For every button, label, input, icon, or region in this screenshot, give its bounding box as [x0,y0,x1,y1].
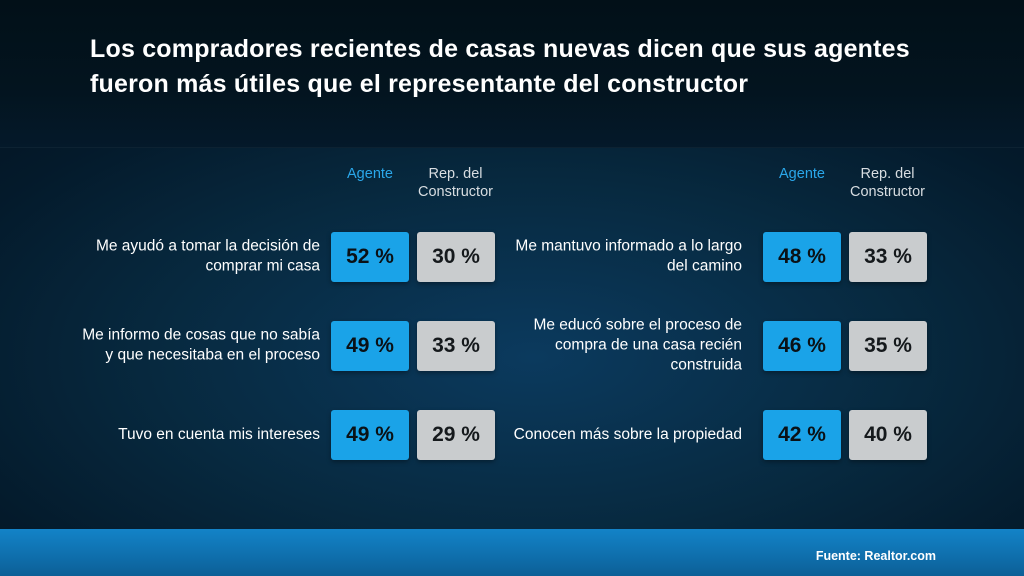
value-agent: 48 % [763,232,841,282]
column-headers-left [60,150,510,212]
table-row [60,390,510,479]
value-builder: 35 % [849,321,927,371]
chart-panel-left [60,150,510,479]
row-label: Tuvo en cuenta mis intereses [118,425,320,443]
chart-panel-right [512,150,962,479]
row-label: Conocen más sobre la propiedad [513,425,742,443]
column-headers-right [512,150,962,212]
value-builder: 30 % [417,232,495,282]
value-agent: 49 % [331,410,409,460]
column-header-builder-right: Rep. del Constructor [850,166,925,200]
value-agent: 46 % [763,321,841,371]
value-builder: 29 % [417,410,495,460]
value-agent: 49 % [331,321,409,371]
value-agent: 52 % [331,232,409,282]
page-title: Los compradores recientes de casas nuevas dicen que sus agentes fueron más útiles que el representante del constructor [90,35,910,98]
footer-band [0,529,1024,576]
table-row [512,301,962,390]
table-row [60,301,510,390]
column-header-agent-right: Agente [779,166,825,182]
table-row [512,212,962,301]
value-builder: 40 % [849,410,927,460]
value-agent: 42 % [763,410,841,460]
column-header-agent-left: Agente [347,166,393,182]
table-row [60,212,510,301]
row-label: Me ayudó a tomar la decisión de comprar mi casa [95,237,320,275]
row-label: Me informo de cosas que no sabía y que necesitaba en el proceso [82,326,320,364]
column-header-builder-left: Rep. del Constructor [418,166,493,200]
table-row [512,390,962,479]
row-label: Me educó sobre el proceso de compra de una casa recién construida [533,315,742,374]
chart-area [0,150,1024,530]
value-builder: 33 % [849,232,927,282]
value-builder: 33 % [417,321,495,371]
source-credit: Fuente: Realtor.com [815,549,936,563]
row-label: Me mantuvo informado a lo largo del camino [515,237,742,275]
